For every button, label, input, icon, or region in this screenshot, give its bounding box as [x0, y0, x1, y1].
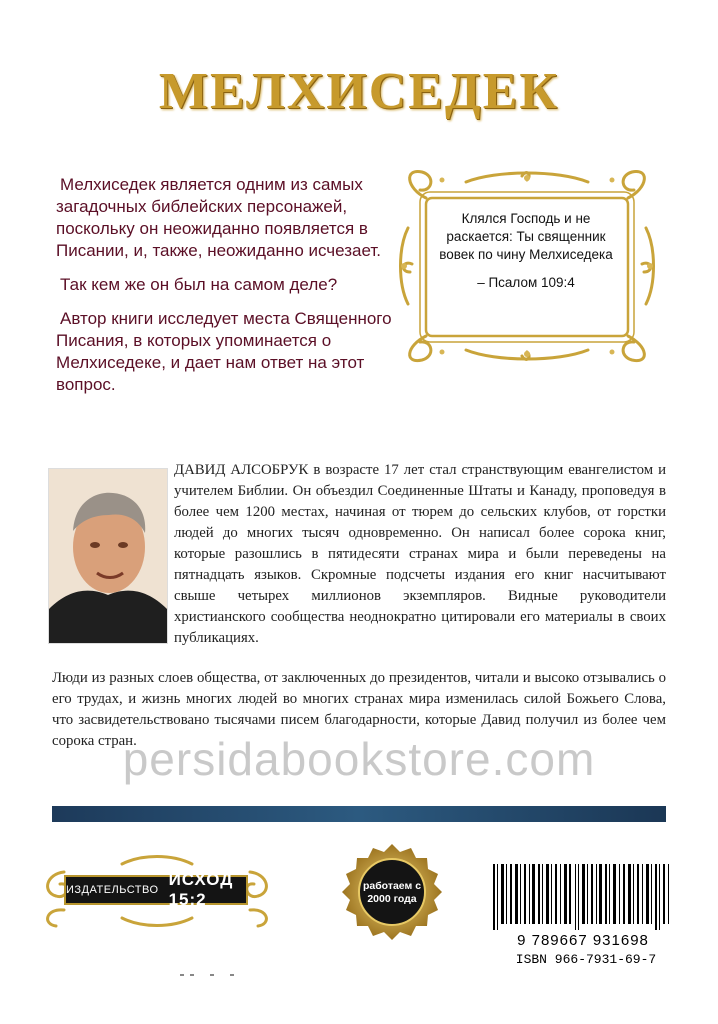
isbn: ISBN 966-7931-69-7: [515, 952, 657, 967]
seal-line-1: работаем с: [362, 880, 422, 892]
publisher-logo: [64, 870, 248, 909]
quote-text: Клялся Господь и не раскается: Ты священник вовек по чину Мелхиседека: [439, 211, 613, 262]
barcode-number: 9 789667 931698: [517, 932, 649, 949]
publisher-name: ИСХОД 15:2: [168, 870, 234, 909]
intro-paragraph-3: Автор книги исследует места Священного Писания, в которых упоминается о Мелхиседеке, и дает нам ответ на этот вопрос.: [56, 309, 392, 394]
publisher-label: ИЗДАТЕЛЬСТВО: [66, 884, 159, 896]
intro-paragraph-1: Мелхиседек является одним из самых загадочных библейских персонажей, поскольку он неожиданно появляется в Писании, и, также, неожиданно исчезает.: [56, 175, 382, 260]
decorative-band: [52, 806, 666, 822]
author-bio: ДАВИД АЛСОБРУК в возрасте 17 лет стал странствующим евангелистом и учителем Библии. Он объездил Соединенные Штаты и Канаду, проповедуя в более чем 1200 местах, начиная от тюрем до сельских клубов, от горстки людей до многих тысяч одновременно. Он написал более сорока книг, которые разошлись в пятидесяти странах мира и были переведены на пятнадцать языков. Скромные подсчеты издания его книг насчитывают свыше четырех миллионов экземпляров. Видные руководители христианского сообщества неоднократно цитировали его материалы в своих публикациях.: [174, 462, 666, 646]
watermark: persidabookstore.com: [122, 733, 596, 785]
decorative-dots: [180, 964, 240, 968]
author-photo: [48, 468, 168, 644]
author-bio-continued: Люди из разных слоев общества, от заключенных до президентов, читали и высоко отзывались о его трудах, и жизнь многих людей во многих странах мира изменилась силой Божьего Слова, что засвидетельствовано тысячами писем благодарности, которые Давид получил из более чем сорока стран.: [52, 670, 666, 749]
seal-text: [352, 880, 432, 906]
intro-paragraph-2: Так кем же он был на самом деле?: [60, 275, 338, 294]
book-title: МЕЛХИСЕДЕК: [158, 63, 560, 120]
seal-line-2: 2000 года: [367, 893, 417, 905]
intro-text: [56, 174, 396, 408]
psalm-quote: [438, 210, 614, 338]
quote-reference: – Псалом 109:4: [477, 275, 575, 290]
